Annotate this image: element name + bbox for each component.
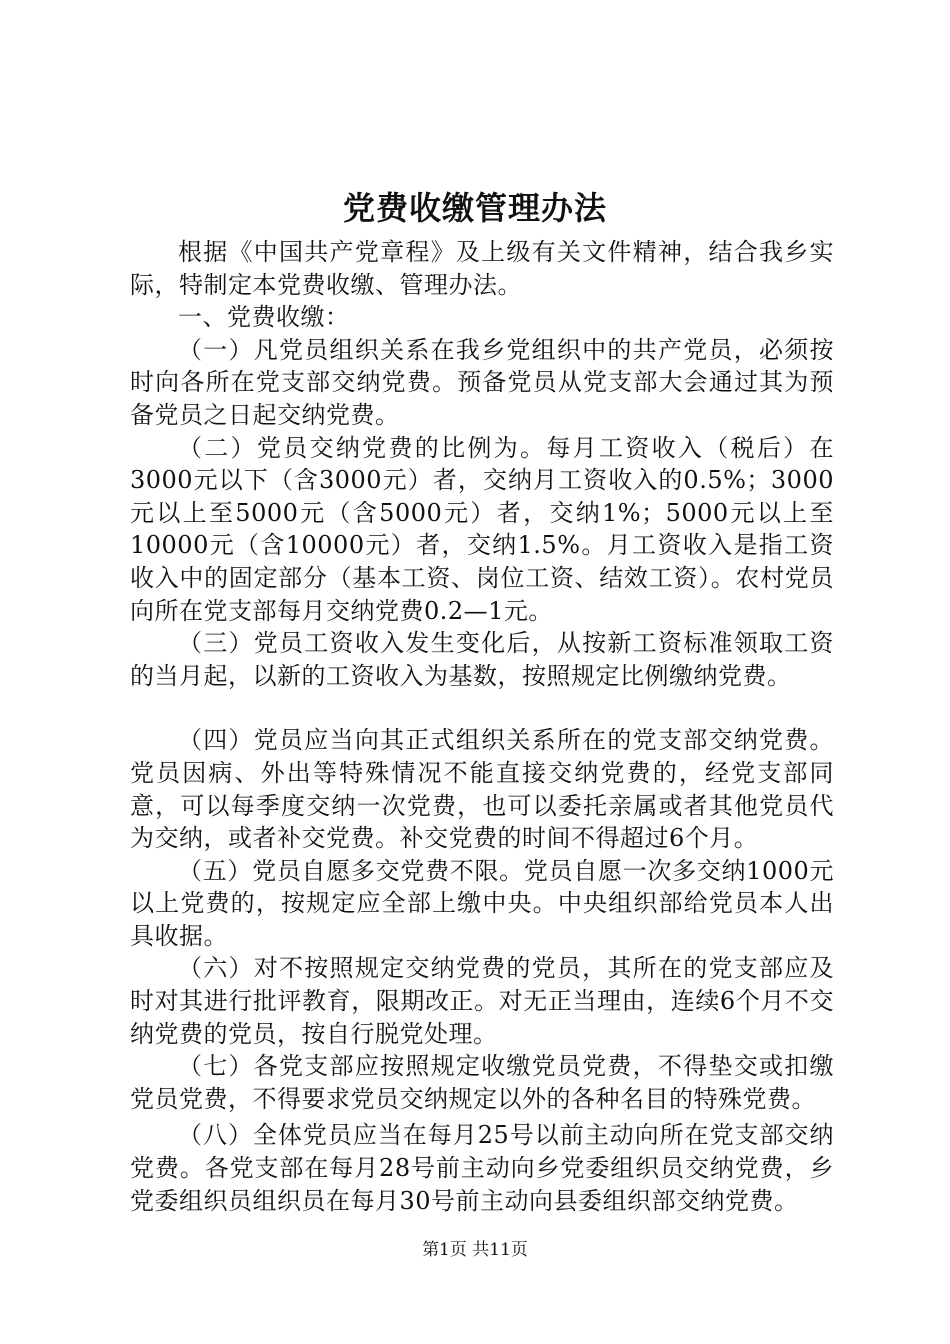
- page-footer: 第1页 共11页: [422, 1240, 528, 1260]
- paragraph-item-3: （三）党员工资收入发生变化后，从按新工资标准领取工资的当月起，以新的工资收入为基数，按照规定比例缴纳党费。: [130, 629, 834, 690]
- paragraph-item-1: （一）凡党员组织关系在我乡党组织中的共产党员，必须按时向各所在党支部交纳党费。预备党员从党支部大会通过其为预备党员之日起交纳党费。: [130, 335, 834, 429]
- paragraph-item-2: （二）党员交纳党费的比例为。每月工资收入（税后）在3000元以下（含3000元）者，交纳月工资收入的0.5%；3000元以上至5000元（含5000元）者，交纳1%；5000元以上至10000元（含10000元）者，交纳1.5%。月工资收入是指工资收入中的固定部分（基本工资、岗位工资、结效工资）。农村党员向所在党支部每月交纳党费0.2—1元。: [130, 433, 834, 625]
- document-body: [130, 236, 834, 1217]
- document-title: 党费收缴管理办法: [342, 189, 607, 227]
- paragraph-item-5: （五）党员自愿多交党费不限。党员自愿一次多交纳1000元以上党费的，按规定应全部上缴中央。中央组织部给党员本人出具收据。: [130, 856, 834, 950]
- paragraph-item-8: （八）全体党员应当在每月25号以前主动向所在党支部交纳党费。各党支部在每月28号前主动向乡党委组织员交纳党费，乡党委组织员组织员在每月30号前主动向县委组织部交纳党费。: [130, 1121, 834, 1215]
- paragraph-item-6: （六）对不按照规定交纳党费的党员，其所在的党支部应及时对其进行批评教育，限期改正。对无正当理由，连续6个月不交纳党费的党员，按自行脱党处理。: [130, 954, 834, 1048]
- paragraph-intro: 根据《中国共产党章程》及上级有关文件精神，结合我乡实际，特制定本党费收缴、管理办法。: [130, 238, 834, 299]
- paragraph-item-7: （七）各党支部应按照规定收缴党员党费，不得垫交或扣缴党员党费，不得要求党员交纳规定以外的各种名目的特殊党费。: [130, 1052, 834, 1113]
- paragraph-item-4: （四）党员应当向其正式组织关系所在的党支部交纳党费。党员因病、外出等特殊情况不能直接交纳党费的，经党支部同意，可以每季度交纳一次党费，也可以委托亲属或者其他党员代为交纳，或者补交党费。补交党费的时间不得超过6个月。: [130, 726, 834, 853]
- section-heading: 一、党费收缴：: [178, 303, 350, 332]
